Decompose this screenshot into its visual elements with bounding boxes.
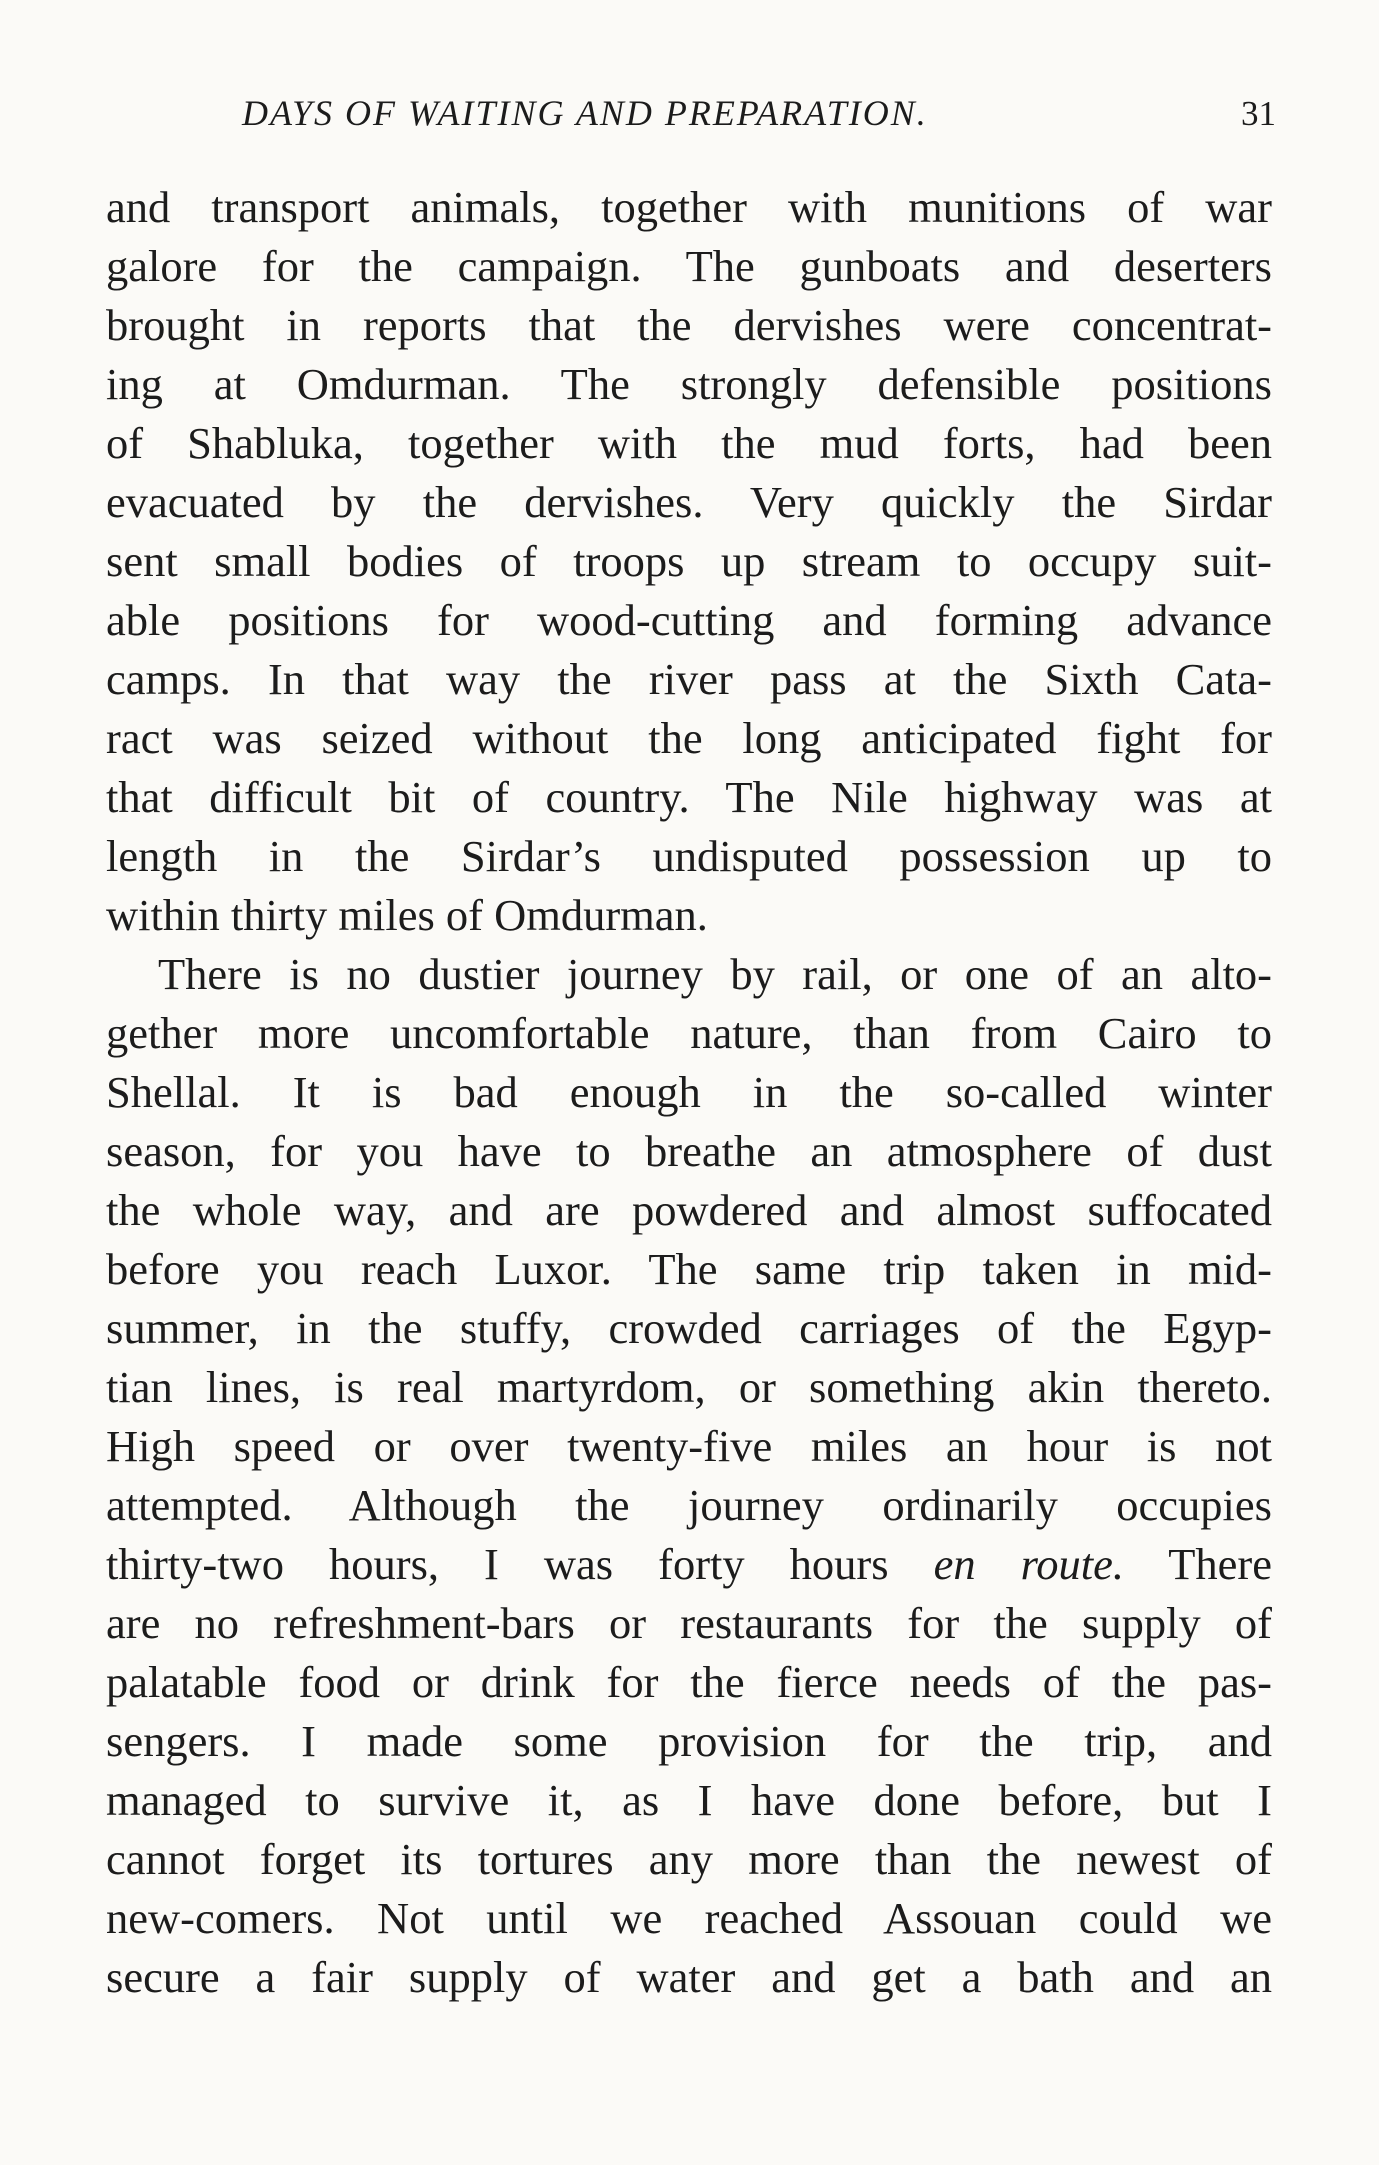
paragraph-2 — [106, 945, 1272, 2007]
text-line: the whole way, and are powdered and almost suffocated — [106, 1185, 1272, 1235]
text-line: ing at Omdurman. The strongly defensible positions — [106, 359, 1272, 409]
text-line: brought in reports that the dervishes were concentrat- — [106, 300, 1272, 350]
text-line: High speed or over twenty-five miles an hour is not — [106, 1421, 1272, 1471]
text-line: new-comers. Not until we reached Assouan could we — [106, 1893, 1272, 1943]
text-line-with-italic — [106, 1535, 1272, 1594]
text-line: managed to survive it, as I have done before, but I — [106, 1775, 1272, 1825]
text-line: season, for you have to breathe an atmosphere of dust — [106, 1126, 1272, 1176]
text-line: secure a fair supply of water and get a bath and an — [106, 1952, 1272, 2002]
paragraph-1 — [106, 178, 1272, 945]
text-line: palatable food or drink for the fierce needs of the pas- — [106, 1657, 1272, 1707]
text-line: before you reach Luxor. The same trip taken in mid- — [106, 1244, 1272, 1294]
text-line: Shellal. It is bad enough in the so-called winter — [106, 1067, 1272, 1117]
text-line: camps. In that way the river pass at the Sixth Cata- — [106, 654, 1272, 704]
text-line: cannot forget its tortures any more than the newest of — [106, 1834, 1272, 1884]
text-line: length in the Sirdar’s undisputed possession up to — [106, 831, 1272, 881]
italic-phrase: en route. — [933, 1539, 1125, 1589]
text-line: able positions for wood-cutting and forming advance — [106, 595, 1272, 645]
body-text — [106, 178, 1272, 2007]
text-line: There is no dustier journey by rail, or one of an alto- — [158, 949, 1272, 999]
text-line: tian lines, is real martyrdom, or something akin thereto. — [106, 1362, 1272, 1412]
text-line: attempted. Although the journey ordinarily occupies — [106, 1480, 1272, 1530]
text-line: are no refreshment-bars or restaurants for the supply of — [106, 1598, 1272, 1648]
text-fragment: There — [1124, 1539, 1272, 1589]
text-line: gether more uncomfortable nature, than from Cairo to — [106, 1008, 1272, 1058]
page-number: 31 — [1241, 94, 1276, 133]
text-line: within thirty miles of Omdurman. — [106, 890, 708, 940]
text-line: ract was seized without the long anticipated fight for — [106, 713, 1272, 763]
text-line: that difficult bit of country. The Nile highway was at — [106, 772, 1272, 822]
running-head — [106, 92, 1276, 152]
text-line: summer, in the stuffy, crowded carriages of the Egyp- — [106, 1303, 1272, 1353]
text-fragment: thirty-two hours, I was forty hours — [106, 1539, 934, 1589]
text-line: galore for the campaign. The gunboats and deserters — [106, 241, 1272, 291]
text-line: of Shabluka, together with the mud forts, had been — [106, 418, 1272, 468]
text-line: sent small bodies of troops up stream to occupy suit- — [106, 536, 1272, 586]
running-title: DAYS OF WAITING AND PREPARATION. — [242, 93, 928, 133]
text-line: and transport animals, together with munitions of war — [106, 182, 1272, 232]
text-line: sengers. I made some provision for the trip, and — [106, 1716, 1272, 1766]
text-line: evacuated by the dervishes. Very quickly the Sirdar — [106, 477, 1272, 527]
